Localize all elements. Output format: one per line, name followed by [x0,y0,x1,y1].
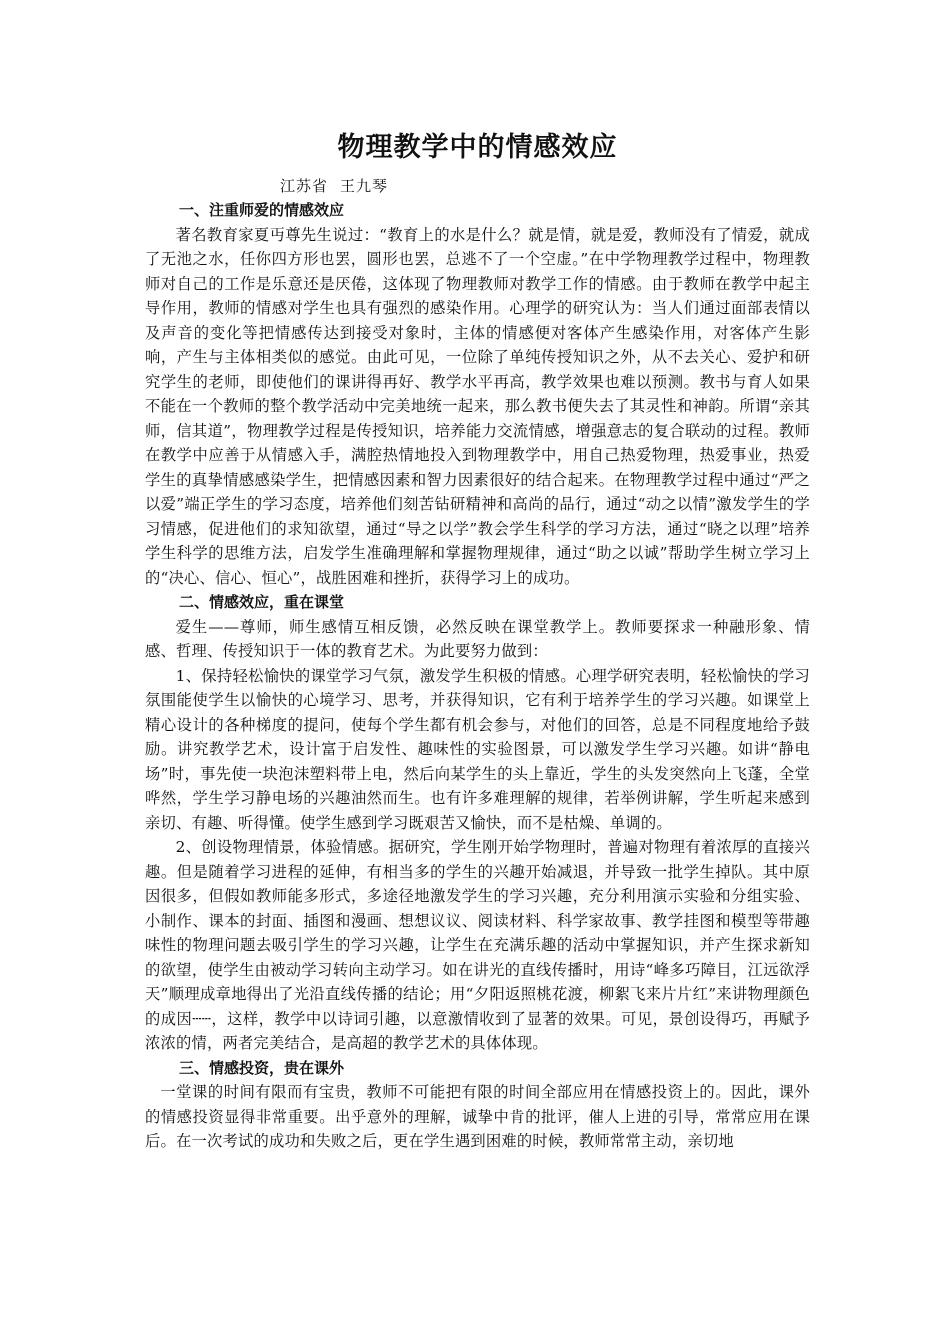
section-2-paragraph-2: 1、保持轻松愉快的课堂学习气氛，激发学生积极的情感。心理学研究表明，轻松愉快的学习氛围能使学生以愉快的心境学习、思考，并获得知识，它有利于培养学生的学习兴趣。如课堂上精心设计的各种梯度的提问，使每个学生都有机会参与，对他们的回答，总是不同程度地给予鼓励。讲究教学艺术，设计富于启发性、趣味性的实验图景，可以激发学生学习兴趣。如讲“静电场”时，事先使一块泡沫塑料带上电，然后向某学生的头上靠近，学生的头发突然向上飞蓬，全堂哗然，学生学习静电场的兴趣油然而生。也有许多难理解的规律，若举例讲解，学生听起来感到亲切、有趣、听得懂。使学生感到学习既艰苦又愉快，而不是枯燥、单调的。 [145,666,810,832]
document-title: 物理教学中的情感效应 [337,132,618,163]
section-2-heading: 二、情感效应，重在课堂 [179,593,345,611]
author-line [280,174,810,198]
document-page [145,128,810,1154]
author-region: 江苏省 [280,177,329,195]
section-1-paragraph-1: 著名教育家夏丏尊先生说过：“教育上的水是什么？就是情，就是爱，教师没有了情爱，就成了无池之水，任你四方形也罢，圆形也罢，总逃不了一个空虚。”在中学物理教学过程中，物理教师对自己的工作是乐意还是厌倦，这体现了物理教师对教学工作的情感。由于教师在教学中起主导作用，教师的情感对学生也具有强烈的感染作用。心理学的研究认为：当人们通过面部表情以及声音的变化等把情感传达到接受对象时，主体的情感便对客体产生感染作用，对客体产生影响，产生与主体相类似的感觉。由此可见，一位除了单纯传授知识之外，从不去关心、爱护和研究学生的老师，即使他们的课讲得再好、教学水平再高，教学效果也难以预测。教书与育人如果不能在一个教师的整个教学活动中完美地统一起来，那么教书便失去了其灵性和神韵。所谓“亲其师，信其道”，物理教学过程是传授知识，培养能力交流情感，增强意志的复合联动的过程。教师在教学中应善于从情感入手，满腔热情地投入到物理教学中，用自己热爱物理，热爱事业，热爱学生的真挚情感感染学生，把情感因素和智力因素很好的结合起来。在物理教学过程中通过“严之以爱”端正学生的学习态度，培养他们刻苦钻研精神和高尚的品行，通过“动之以情”激发学生的学习情感，促进他们的求知欲望，通过“导之以学”教会学生科学的学习方法，通过“晓之以理”培养学生科学的思维方法，启发学生准确理解和掌握物理规律，通过“助之以诚”帮助学生树立学习上的“决心、信心、恒心”，战胜困难和挫折，获得学习上的成功。 [145,225,810,587]
section-3-paragraph-1: 一堂课的时间有限而有宝贵，教师不可能把有限的时间全部应用在情感投资上的。因此，课外的情感投资显得非常重要。出乎意外的理解，诚挚中肯的批评，催人上进的引导，常常应用在课后。在一次考试的成功和失败之后，更在学生遇到困难的时候，教师常常主动，亲切地 [145,1083,810,1150]
section-3-heading: 三、情感投资，贵在课外 [179,1058,345,1077]
section-2-paragraph-3: 2、创设物理情景，体验情感。据研究，学生刚开始学物理时，普遍对物理有着浓厚的直接兴趣。但是随着学习进程的延伸，有相当多的学生的兴趣开始减退，并导致一批学生掉队。其中原因很多，但假如教师能多形式，多途径地激发学生的学习兴趣，充分利用演示实验和分组实验、小制作、课本的封面、插图和漫画、想想议议、阅读材料、科学家故事、教学挂图和模型等带趣味性的物理问题去吸引学生的学习兴趣，让学生在充满乐趣的活动中掌握知识，并产生探求新知的欲望，使学生由被动学习转向主动学习。如在讲光的直线传播时，用诗“峰多巧障目，江远欲浮天”顺理成章地得出了光沿直线传播的结论；用“夕阳返照桃花渡，柳絮飞来片片红”来讲物理颜色的成因┄┄，这样，教学中以诗词引趣，以意激情收到了显著的效果。可见，景创设得巧，再赋予浓浓的情，两者完美结合，是高超的教学艺术的具体体现。 [145,838,810,1052]
section-2-paragraph-1: 爱生——尊师，师生感情互相反馈，必然反映在课堂教学上。教师要探求一种融形象、情感、哲理、传授知识于一体的教育艺术。为此要努力做到： [145,617,810,660]
author-name: 王九琴 [340,177,389,195]
section-1-heading: 一、注重师爱的情感效应 [179,201,345,219]
